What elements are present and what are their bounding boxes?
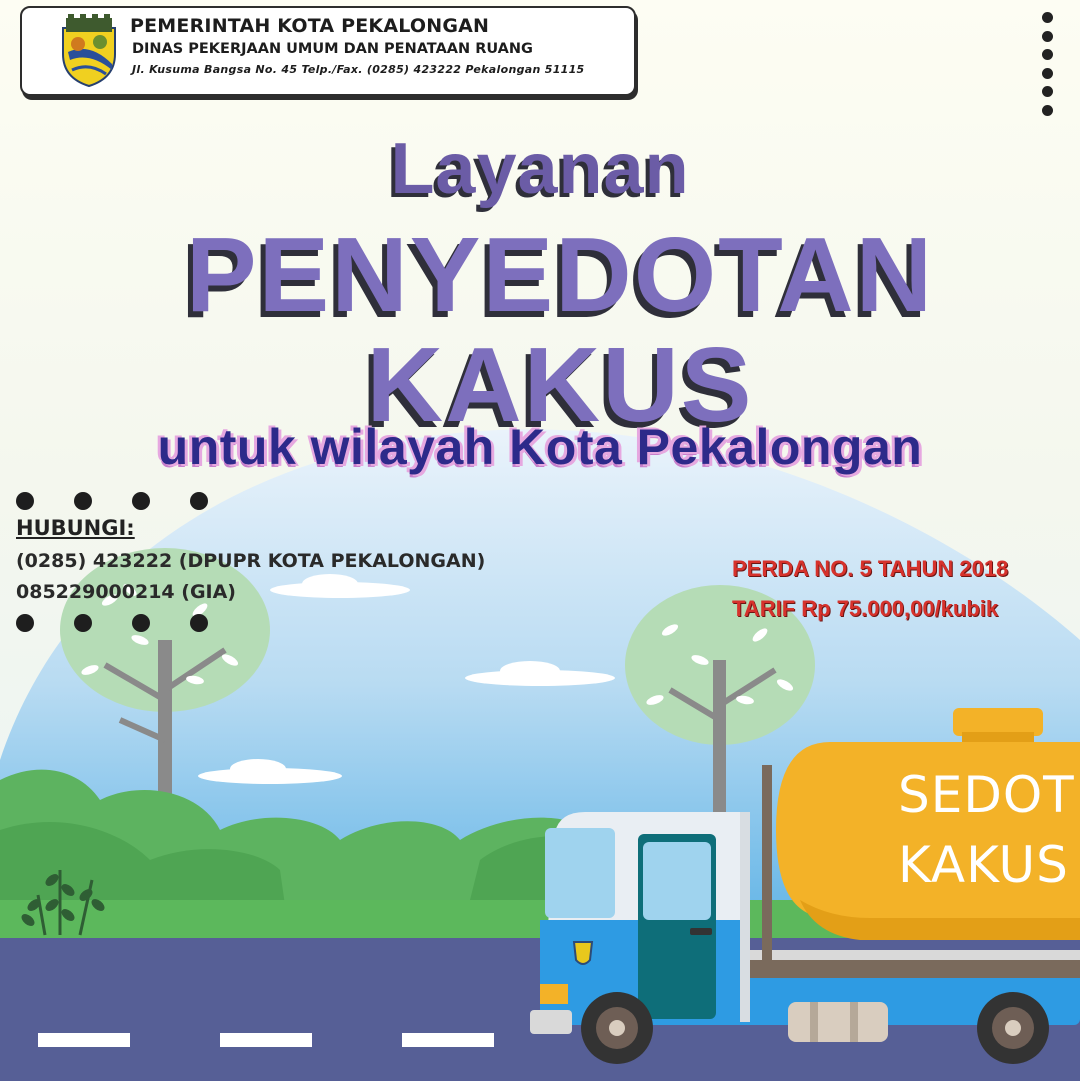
vertical-dots-decoration (1042, 12, 1056, 112)
tank-label-sedot: SEDOT (898, 766, 1075, 824)
road-markings (38, 1033, 494, 1047)
letterhead-department: DINAS PEKERJAAN UMUM DAN PENATAAN RUANG (132, 41, 533, 57)
regulation-tariff: TARIF Rp 75.000,00/kubik (732, 596, 999, 621)
dots-decoration-bottom (16, 614, 216, 634)
dots-decoration-top (16, 492, 216, 512)
subtitle-area: untuk wilayah Kota Pekalongan (157, 419, 923, 475)
letterhead-address: Jl. Kusuma Bangsa No. 45 Telp./Fax. (0285) 423222 Pekalongan 51115 (132, 63, 585, 76)
tank-label-kakus: KAKUS (898, 836, 1069, 894)
contact-phone-gia: 085229000214 (GIA) (16, 581, 236, 603)
title-layanan: Layanan (390, 129, 690, 209)
city-emblem-icon (60, 12, 118, 88)
title-kakus: KAKUS (366, 326, 754, 444)
letterhead (20, 6, 636, 96)
letterhead-government: PEMERINTAH KOTA PEKALONGAN (130, 15, 490, 37)
title-penyedotan: PENYEDOTAN (185, 216, 935, 334)
contact-heading: HUBUNGI: (16, 516, 135, 540)
contact-phone-dpupr: (0285) 423222 (DPUPR KOTA PEKALONGAN) (16, 550, 486, 572)
regulation-perda: PERDA NO. 5 TAHUN 2018 (732, 556, 1009, 581)
